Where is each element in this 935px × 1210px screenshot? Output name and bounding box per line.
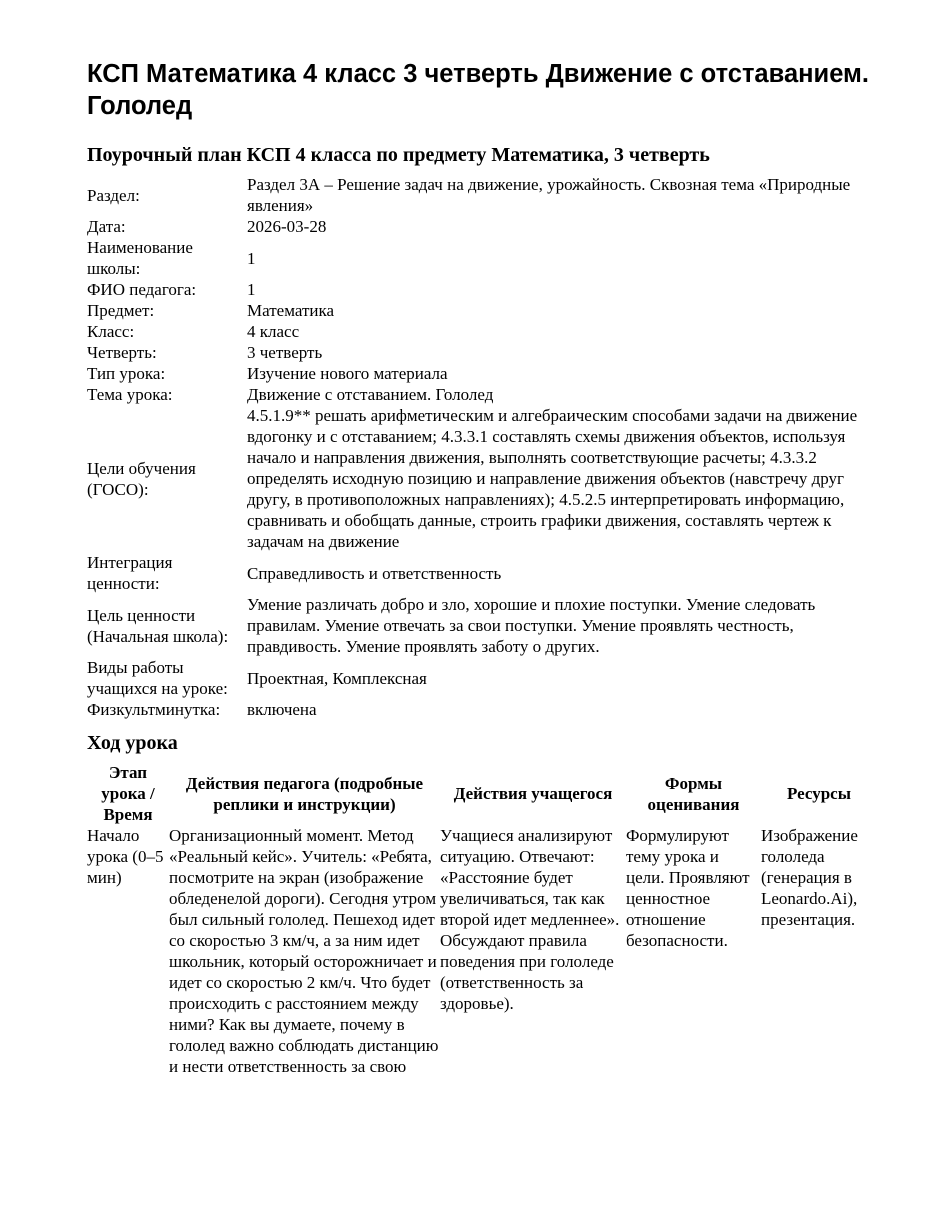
info-value: включена bbox=[247, 700, 317, 719]
info-value: Раздел 3А – Решение задач на движение, урожайность. Сквозная тема «Природные явления» bbox=[247, 175, 851, 215]
info-row bbox=[87, 594, 887, 657]
info-label: Класс: bbox=[87, 322, 135, 341]
info-row bbox=[87, 552, 887, 594]
info-label: Наименование школы: bbox=[87, 238, 193, 278]
info-value: 4.5.1.9** решать арифметическим и алгебраическим способами задачи на движение вдогонку и с отставанием; 4.3.3.1 составлять схемы движения объектов, используя начало и направления движения, выполнять соответствующие расчеты; 4.3.3.2 определять исходную позицию и направление движения объектов (навстречу друг другу, в противоположных направлениях); 4.5.2.5 интерпретировать информацию, сравнивать и обобщать данные, строить графики движения, составлять чертеж к задачам на движение bbox=[247, 406, 858, 551]
info-value: 1 bbox=[247, 280, 256, 299]
page-title: КСП Математика 4 класс 3 четверть Движение с отставанием. Гололед bbox=[87, 60, 870, 120]
info-value: Изучение нового материала bbox=[247, 364, 448, 383]
cell-teacher-actions: Организационный момент. Метод «Реальный кейс». Учитель: «Ребята, посмотрите на экран (изображение обледенелой дороги). Сегодня утром был сильный гололед. Пешеход идет со скоростью 3 км/ч, а за ним идет школьник, который осторожничает и идет со скоростью 2 км/ч. Что будет происходить с расстоянием между ними? Как вы думаете, почему в гололед важно соблюдать дистанцию и нести ответственность за свою bbox=[169, 826, 439, 1076]
cell-student-actions: Учащиеся анализируют ситуацию. Отвечают: «Расстояние будет увеличиваться, так как второй идет медленнее». Обсуждают правила поведения при гололеде (ответственность за здоровье). bbox=[440, 826, 620, 1013]
info-label: Цели обучения (ГОСО): bbox=[87, 458, 196, 499]
info-value: Математика bbox=[247, 301, 335, 320]
info-value: 4 класс bbox=[247, 322, 300, 341]
info-label: Виды работы учащихся на уроке: bbox=[87, 658, 228, 698]
info-row bbox=[87, 300, 887, 321]
header-stage: Этап урока / Время bbox=[101, 763, 155, 824]
info-value: 3 четверть bbox=[247, 343, 323, 362]
info-row bbox=[87, 279, 887, 300]
info-row bbox=[87, 321, 887, 342]
info-label: ФИО педагога: bbox=[87, 280, 197, 299]
info-label: Раздел: bbox=[87, 185, 140, 205]
header-student-actions: Действия учащегося bbox=[453, 784, 613, 803]
info-label: Цель ценности (Начальная школа): bbox=[87, 605, 229, 646]
info-row bbox=[87, 363, 887, 384]
info-label: Предмет: bbox=[87, 301, 155, 320]
info-row bbox=[87, 342, 887, 363]
info-row bbox=[87, 405, 887, 552]
info-row bbox=[87, 384, 887, 405]
info-label: Тип урока: bbox=[87, 364, 166, 383]
info-value: Движение с отставанием. Гололед bbox=[247, 385, 494, 404]
lesson-steps-table bbox=[87, 762, 877, 1077]
info-row bbox=[87, 237, 887, 279]
info-row bbox=[87, 699, 887, 720]
info-label: Физкультминутка: bbox=[87, 700, 221, 719]
info-row bbox=[87, 174, 887, 216]
lesson-course-heading: Ход урока bbox=[87, 732, 178, 754]
info-value: Умение различать добро и зло, хорошие и плохие поступки. Умение следовать правилам. Умение отвечать за свои поступки. Умение проявлять честность, правдивость. Умение проявлять заботу о других. bbox=[247, 595, 816, 656]
header-resources: Ресурсы bbox=[786, 784, 851, 803]
info-label: Интеграция ценности: bbox=[87, 553, 173, 593]
lesson-info-table bbox=[87, 174, 887, 720]
info-value: 1 bbox=[247, 248, 256, 268]
cell-assessment: Формулируют тему урока и цели. Проявляют ценностное отношение безопасности. bbox=[626, 826, 750, 950]
info-value: Справедливость и ответственность bbox=[247, 563, 502, 583]
header-assessment: Формы оценивания bbox=[647, 773, 740, 814]
info-row bbox=[87, 657, 887, 699]
info-label: Четверть: bbox=[87, 343, 157, 362]
cell-stage: Начало урока (0–5 мин) bbox=[87, 826, 164, 887]
table-row bbox=[87, 825, 877, 1077]
info-label: Тема урока: bbox=[87, 385, 173, 404]
info-row bbox=[87, 216, 887, 237]
cell-resources: Изображение гололеда (генерация в Leonardo.Ai), презентация. bbox=[761, 826, 858, 929]
steps-header-row bbox=[87, 762, 877, 825]
info-value: 2026-03-28 bbox=[247, 217, 327, 236]
info-value: Проектная, Комплексная bbox=[247, 668, 427, 688]
info-label: Дата: bbox=[87, 217, 126, 236]
plan-subtitle: Поурочный план КСП 4 класса по предмету Математика, 3 четверть bbox=[87, 144, 710, 166]
header-teacher-actions: Действия педагога (подробные реплики и инструкции) bbox=[185, 773, 424, 814]
